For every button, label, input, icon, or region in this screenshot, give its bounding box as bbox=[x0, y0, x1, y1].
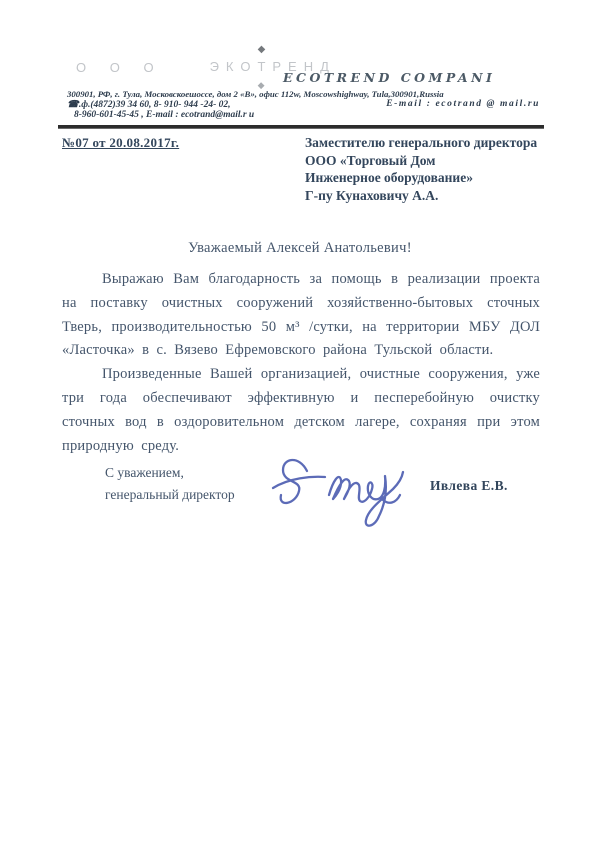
recipient-line: Г-пу Кунаховичу А.А. bbox=[305, 187, 439, 203]
closing-regards: С уважением, bbox=[105, 465, 184, 480]
phone-numbers: ☎.ф.(4872)39 34 60, 8- 910- 944 -24- 02, bbox=[67, 100, 231, 110]
leaf-diamond-bottom-icon: ◆ bbox=[257, 80, 265, 90]
email-address-right: E-mail : ecotrand @ mail.ru bbox=[386, 99, 540, 109]
contacts-row bbox=[67, 99, 540, 110]
logo-brand-label: ЭКОТРЕНД bbox=[209, 59, 336, 74]
phone-email-line2: 8-960-601-45-45 , E-mail : ecotrand@mail.r u bbox=[74, 110, 255, 120]
company-name: ECOTREND COMPANI bbox=[283, 70, 496, 85]
salutation: Уважаемый Алексей Анатольевич! bbox=[188, 240, 412, 256]
letter-body bbox=[62, 268, 540, 458]
recipient-block bbox=[305, 134, 537, 204]
leaf-diamond-top-icon: ◆ bbox=[257, 44, 266, 55]
closing-block bbox=[105, 462, 235, 506]
reference-number-date: №07 от 20.08.2017г. bbox=[62, 135, 180, 150]
recipient-line: ООО «Торговый Дом bbox=[305, 152, 436, 168]
handwritten-signature bbox=[245, 443, 405, 533]
company-address-line: 300901, РФ, г. Тула, Московскоешоссе, дом 2 «В», офис 112w, Moscowshighway, Tula,300901,Russia bbox=[67, 89, 444, 99]
logo-ooo-label: О О О bbox=[76, 59, 164, 75]
closing-title: генеральный директор bbox=[105, 487, 235, 502]
body-paragraph-1: Выражаю Вам благодарность за помощь в реализации проекта на поставку очистных сооружений хозяйственно-бытовых сточных Тверь, производительностью 50 м³ /сутки, на территории МБУ ДОЛ «Ласточка» в с. Вязево Ефремовского района Тульской области. bbox=[62, 271, 540, 359]
body-paragraph-2: Произведенные Вашей организацией, очистные сооружения, уже три года обеспечивают эффективную и песперебойную очистку сточных вод в оздоровительном детском лагере, сохраняя при этом природную среду. bbox=[62, 366, 540, 454]
recipient-line: Инженерное оборудование» bbox=[305, 170, 473, 185]
signer-name: Ивлева Е.В. bbox=[430, 478, 508, 493]
letterhead-divider bbox=[58, 125, 544, 129]
recipient-line: Заместителю генерального директора bbox=[305, 135, 538, 150]
